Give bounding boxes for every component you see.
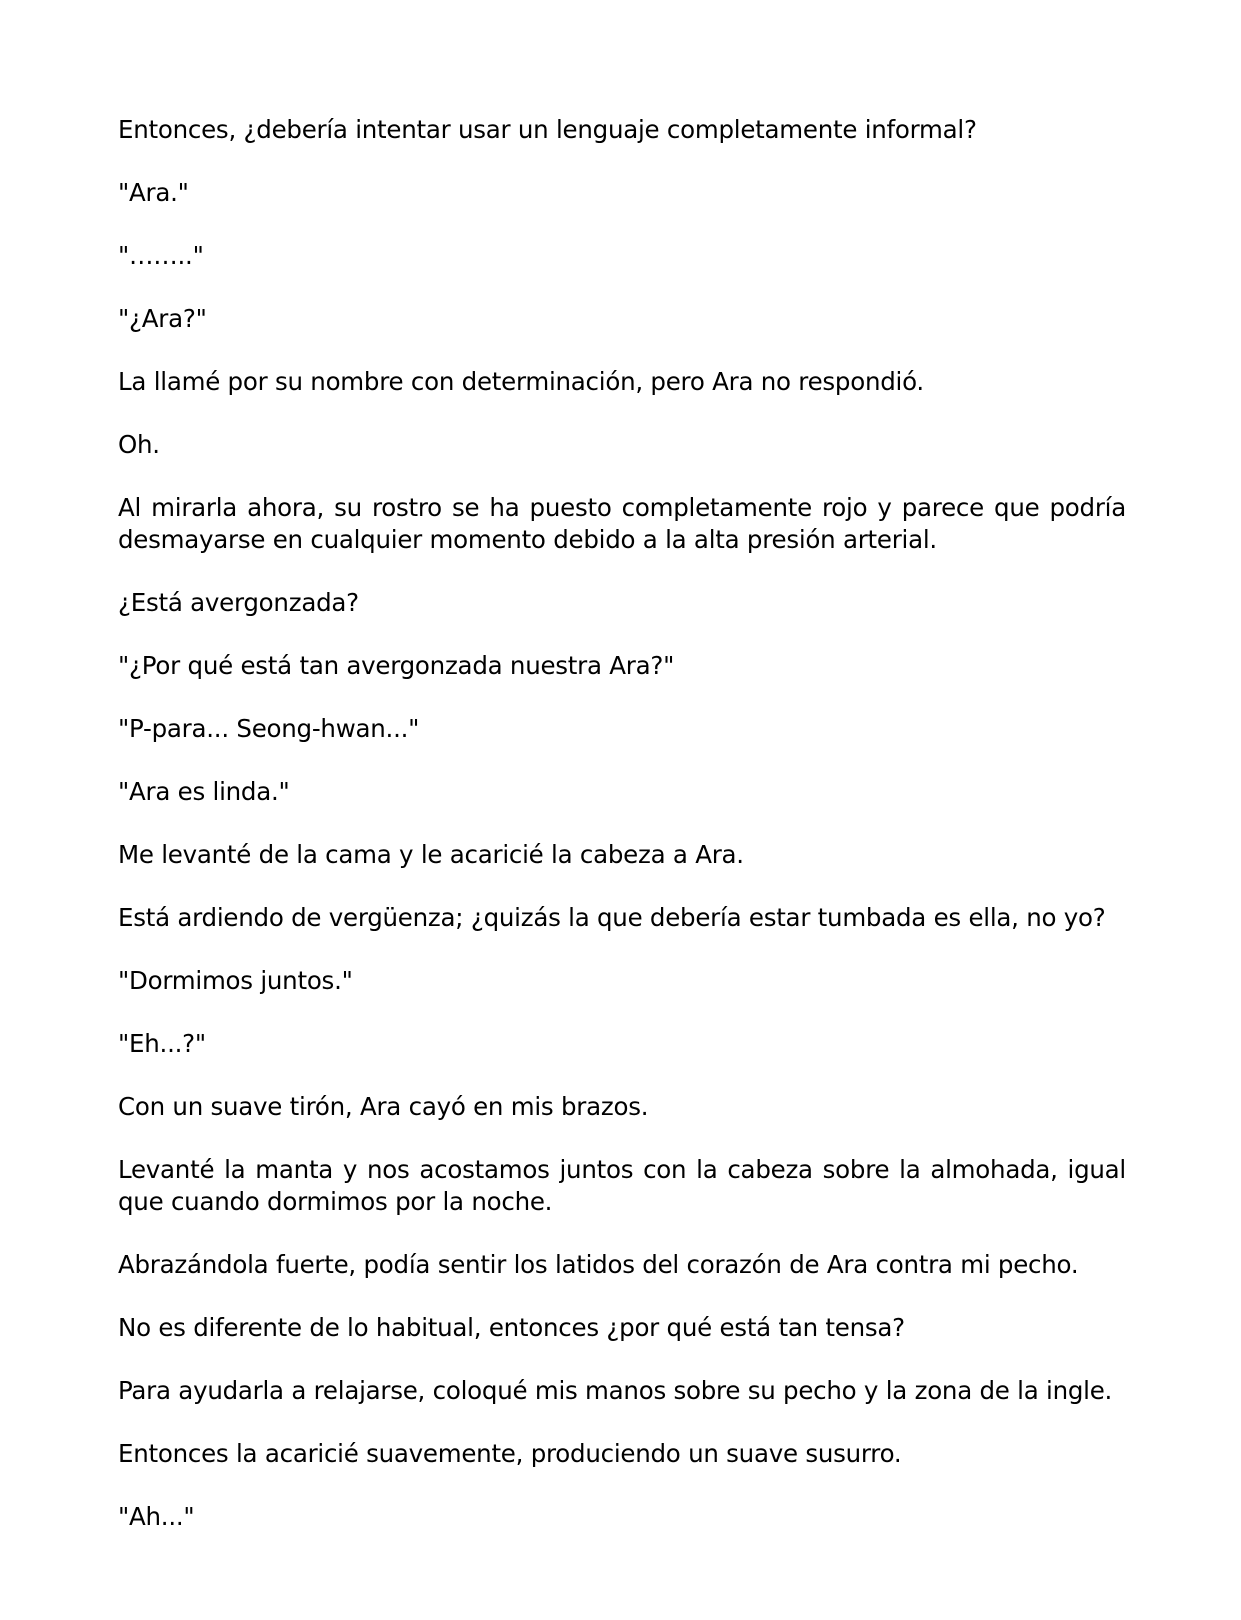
dialogue-line: "Eh...?"	[118, 1029, 206, 1058]
dialogue-line: "P-para... Seong-hwan..."	[118, 714, 420, 743]
paragraph: Oh.	[118, 430, 160, 459]
paragraph: Entonces, ¿debería intentar usar un lenguaje completamente informal?	[118, 115, 977, 144]
dialogue-line: "Ah..."	[118, 1502, 195, 1531]
dialogue-line: "Ara."	[118, 178, 189, 207]
dialogue-line: "¿Ara?"	[118, 304, 207, 333]
paragraph: Levanté la manta y nos acostamos juntos con la cabeza sobre la almohada, igual que cuando dormimos por la noche.	[118, 1155, 1126, 1216]
body-text	[118, 114, 1126, 1564]
paragraph: Me levanté de la cama y le acaricié la cabeza a Ara.	[118, 840, 744, 869]
dialogue-line: "¿Por qué está tan avergonzada nuestra Ara?"	[118, 651, 675, 680]
dialogue-line: "…….."	[118, 241, 204, 270]
paragraph: No es diferente de lo habitual, entonces ¿por qué está tan tensa?	[118, 1313, 905, 1342]
paragraph: La llamé por su nombre con determinación, pero Ara no respondió.	[118, 367, 924, 396]
dialogue-line: "Dormimos juntos."	[118, 966, 353, 995]
paragraph: Entonces la acaricié suavemente, produciendo un suave susurro.	[118, 1439, 902, 1468]
paragraph: Al mirarla ahora, su rostro se ha puesto completamente rojo y parece que podría desmayarse en cualquier momento debido a la alta presión arterial.	[118, 493, 1126, 554]
paragraph: Con un suave tirón, Ara cayó en mis brazos.	[118, 1092, 649, 1121]
paragraph: Está ardiendo de vergüenza; ¿quizás la que debería estar tumbada es ella, no yo?	[118, 903, 1106, 932]
dialogue-line: "Ara es linda."	[118, 777, 290, 806]
paragraph: Para ayudarla a relajarse, coloqué mis manos sobre su pecho y la zona de la ingle.	[118, 1376, 1113, 1405]
paragraph: Abrazándola fuerte, podía sentir los latidos del corazón de Ara contra mi pecho.	[118, 1250, 1079, 1279]
paragraph: ¿Está avergonzada?	[118, 588, 359, 617]
